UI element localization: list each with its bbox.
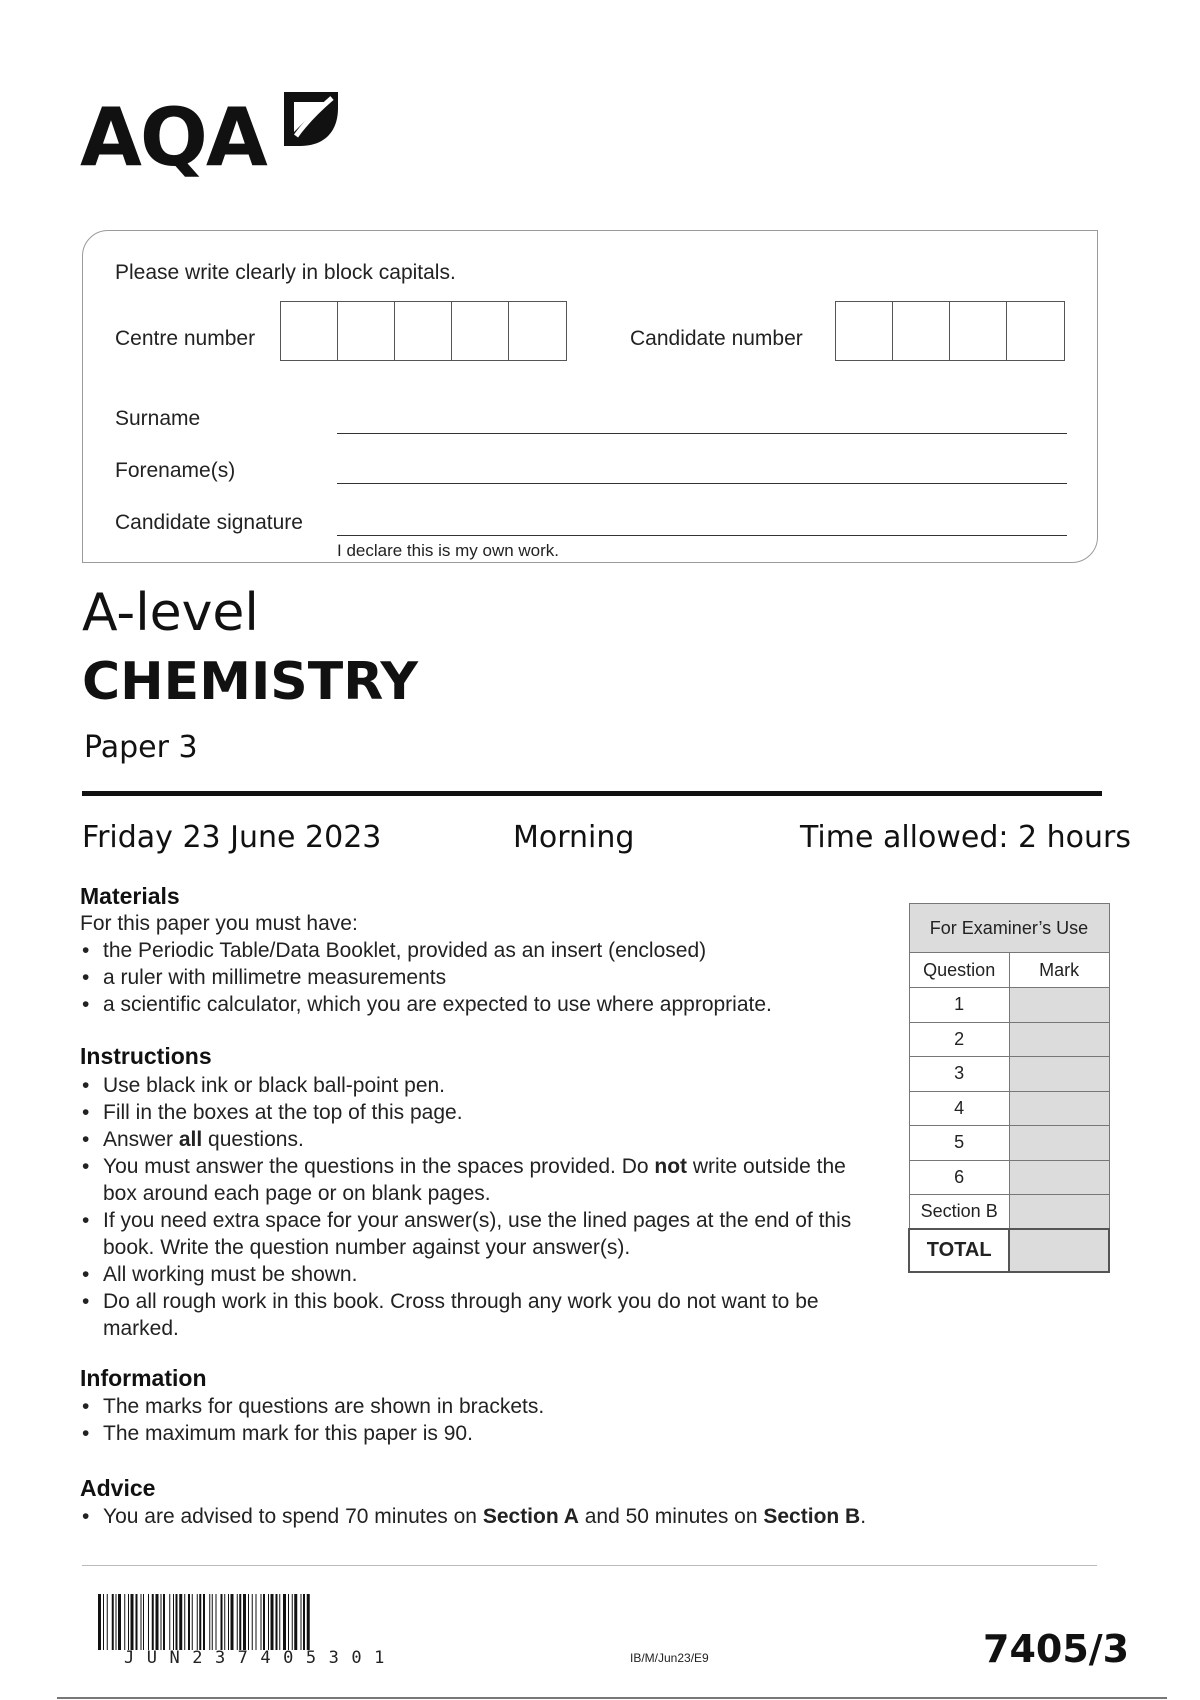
aqa-logo	[80, 88, 350, 188]
barcode-bar	[112, 1594, 114, 1650]
list-item-text: and 50 minutes on	[578, 1505, 764, 1528]
materials-list	[80, 937, 860, 1018]
centre-digit-box[interactable]	[509, 302, 566, 360]
instructions-heading: Instructions	[80, 1043, 212, 1069]
barcode-bar	[169, 1594, 170, 1650]
barcode-bar	[176, 1594, 178, 1650]
list-item: • a scientific calculator, which you are expected to use where appropriate.	[80, 991, 860, 1018]
barcode-bar	[197, 1594, 198, 1650]
barcode-bar	[148, 1594, 149, 1650]
paper-code: 7405/3	[983, 1627, 1130, 1671]
list-item	[80, 1126, 870, 1153]
question-number: 3	[909, 1057, 1009, 1092]
advice-list	[80, 1503, 1080, 1530]
barcode-bar	[163, 1594, 165, 1650]
barcode-bar	[268, 1594, 269, 1650]
barcode-bar	[243, 1594, 246, 1650]
barcode-bar	[118, 1594, 121, 1650]
barcode-bar	[239, 1594, 241, 1650]
table-row	[909, 988, 1109, 1023]
barcode-bar	[288, 1594, 289, 1650]
question-number: 1	[909, 988, 1009, 1023]
table-row	[909, 1022, 1109, 1057]
table-row	[909, 1126, 1109, 1161]
barcode-bar	[136, 1594, 138, 1650]
barcode-bar	[188, 1594, 190, 1650]
barcode-bar	[271, 1594, 274, 1650]
question-column-header: Question	[909, 953, 1009, 988]
emphasis-text: Section A	[482, 1505, 579, 1528]
barcode-bar	[216, 1594, 217, 1650]
barcode-bar	[283, 1594, 286, 1650]
centre-digit-box[interactable]	[452, 302, 509, 360]
information-list	[80, 1393, 870, 1447]
question-number: 5	[909, 1126, 1009, 1161]
table-row	[909, 1057, 1109, 1092]
forename-field[interactable]	[337, 483, 1067, 484]
centre-number-field[interactable]	[280, 301, 567, 361]
question-number: Section B	[909, 1195, 1009, 1230]
barcode-bar	[307, 1594, 310, 1650]
list-item: • Use black ink or black ball-point pen.	[80, 1072, 870, 1099]
mark-column-header: Mark	[1009, 953, 1109, 988]
barcode-bar	[141, 1594, 142, 1650]
qualification-level: A-level	[82, 583, 259, 643]
barcode-bar	[143, 1594, 144, 1650]
examiner-table-caption: For Examiner’s Use	[909, 904, 1109, 953]
barcode-bar	[203, 1594, 205, 1650]
question-number: 6	[909, 1160, 1009, 1195]
declaration-text: I declare this is my own work.	[337, 541, 560, 560]
barcode-bar	[261, 1594, 262, 1650]
barcode-bar	[161, 1594, 162, 1650]
table-row	[909, 1160, 1109, 1195]
instructions-list	[80, 1072, 870, 1342]
mark-cell	[1009, 1057, 1109, 1092]
table-row	[909, 1195, 1109, 1230]
list-item-text: .	[860, 1505, 867, 1528]
barcode-bar	[263, 1594, 265, 1650]
subject-title: CHEMISTRY	[82, 652, 419, 712]
candidate-digit-box[interactable]	[893, 302, 950, 360]
block-capitals-note: Please write clearly in block capitals.	[115, 261, 456, 284]
candidate-number-field[interactable]	[835, 301, 1065, 361]
barcode-bar	[124, 1594, 125, 1650]
barcode-bar	[209, 1594, 210, 1650]
barcode-bar	[107, 1594, 108, 1650]
signature-label: Candidate signature	[115, 511, 303, 534]
materials-intro: For this paper you must have:	[80, 912, 358, 935]
barcode-bar	[301, 1594, 302, 1650]
logo-text: AQA	[80, 91, 266, 184]
barcode-bar	[116, 1594, 117, 1650]
centre-digit-box[interactable]	[281, 302, 338, 360]
list-item-text: You must answer the questions in the spaces provided. Do	[103, 1155, 655, 1178]
mark-cell	[1009, 1126, 1109, 1161]
candidate-digit-box[interactable]	[950, 302, 1007, 360]
barcode-bar	[252, 1594, 253, 1650]
examiner-use-table	[908, 903, 1110, 1273]
barcode-bar	[292, 1594, 293, 1650]
page-bottom-edge	[57, 1697, 1167, 1699]
mark-cell	[1009, 988, 1109, 1023]
barcode-bar	[179, 1594, 182, 1650]
list-item: • The marks for questions are shown in brackets.	[80, 1393, 870, 1420]
list-item-text: You are advised to spend 70 minutes on	[103, 1505, 483, 1528]
surname-label: Surname	[115, 407, 201, 430]
barcode-bar	[98, 1594, 101, 1650]
table-row	[909, 1091, 1109, 1126]
barcode-bar	[199, 1594, 201, 1650]
candidate-digit-box[interactable]	[1007, 302, 1064, 360]
forename-label: Forename(s)	[115, 459, 236, 482]
paper-title: Paper 3	[84, 730, 198, 765]
barcode-bar	[294, 1594, 297, 1650]
barcode-bar	[237, 1594, 238, 1650]
advice-heading: Advice	[80, 1475, 156, 1501]
total-mark-cell	[1009, 1229, 1109, 1272]
barcode-bar	[256, 1594, 257, 1650]
barcode-bar	[212, 1594, 213, 1650]
barcode-bar	[276, 1594, 278, 1650]
list-item: • All working must be shown.	[80, 1261, 870, 1288]
centre-number-label: Centre number	[115, 327, 256, 350]
barcode-bar	[228, 1594, 229, 1650]
list-item-text: questions.	[202, 1128, 304, 1151]
emphasis-text: all	[178, 1128, 203, 1151]
candidate-number-label: Candidate number	[630, 327, 803, 350]
barcode-bar	[224, 1594, 225, 1650]
question-number: 4	[909, 1091, 1009, 1126]
barcode-bar	[192, 1594, 193, 1650]
list-item	[80, 1153, 870, 1207]
emphasis-text: not	[654, 1155, 688, 1178]
total-row	[909, 1229, 1109, 1272]
paper-reference: IB/M/Jun23/E9	[630, 1651, 709, 1665]
barcode-bar	[103, 1594, 104, 1650]
mark-cell	[1009, 1160, 1109, 1195]
list-item	[80, 1503, 1080, 1530]
barcode-bar	[231, 1594, 234, 1650]
exam-session: Morning	[513, 820, 635, 855]
mark-cell	[1009, 1091, 1109, 1126]
barcode-bar	[156, 1594, 159, 1650]
emphasis-text: Section B	[763, 1505, 861, 1528]
list-item: • Fill in the boxes at the top of this page.	[80, 1099, 870, 1126]
list-item: • The maximum mark for this paper is 90.	[80, 1420, 870, 1447]
candidate-digit-box[interactable]	[836, 302, 893, 360]
mark-cell	[1009, 1022, 1109, 1057]
list-item: • the Periodic Table/Data Booklet, provided as an insert (enclosed)	[80, 937, 860, 964]
barcode-bar	[184, 1594, 185, 1650]
footer-divider	[82, 1565, 1097, 1566]
barcode-bar	[303, 1594, 305, 1650]
time-allowed: Time allowed: 2 hours	[800, 820, 1132, 855]
barcode-bar	[131, 1594, 134, 1650]
barcode-digits: JUN237405301	[124, 1648, 397, 1668]
information-heading: Information	[80, 1365, 207, 1391]
barcode-bar	[279, 1594, 280, 1650]
barcode-bar	[173, 1594, 174, 1650]
aqa-leaf-mark-icon	[280, 88, 342, 150]
question-number: 2	[909, 1022, 1009, 1057]
list-item-text: write outside the box around each page or on blank pages.	[103, 1155, 846, 1205]
list-item: • a ruler with millimetre measurements	[80, 964, 860, 991]
list-item-text: Answer	[103, 1128, 179, 1151]
barcode-bar	[152, 1594, 154, 1650]
barcode-bar	[128, 1594, 129, 1650]
barcode-bar	[221, 1594, 223, 1650]
title-divider	[82, 791, 1102, 796]
centre-digit-box[interactable]	[395, 302, 452, 360]
materials-heading: Materials	[80, 883, 180, 909]
exam-date: Friday 23 June 2023	[82, 820, 382, 855]
list-item: • Do all rough work in this book. Cross through any work you do not want to be marked.	[80, 1288, 870, 1342]
barcode-bar	[248, 1594, 249, 1650]
surname-field[interactable]	[337, 433, 1067, 434]
signature-field[interactable]	[337, 535, 1067, 536]
mark-cell	[1009, 1195, 1109, 1230]
list-item: • If you need extra space for your answer(s), use the lined pages at the end of this book. Write the question number against your answer(s).	[80, 1207, 870, 1261]
centre-digit-box[interactable]	[338, 302, 395, 360]
barcode	[98, 1594, 482, 1650]
total-label: TOTAL	[909, 1229, 1009, 1272]
